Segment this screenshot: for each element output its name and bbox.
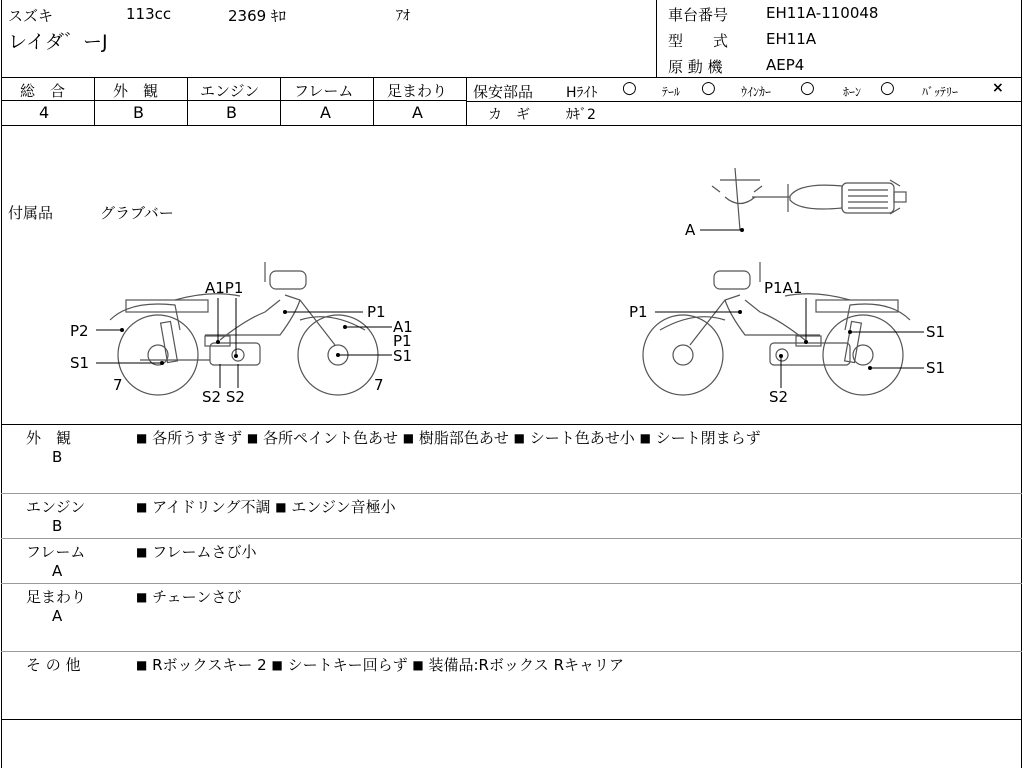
- frame-no-label: 車台番号: [668, 6, 729, 24]
- bullet-icon: ■: [246, 431, 259, 445]
- bullet-icon: ■: [275, 500, 287, 514]
- right-label-P1A1: P1A1: [764, 279, 803, 297]
- grade-suspension: A: [412, 103, 423, 122]
- right-label-S1a: S1: [926, 323, 946, 341]
- right-label-S2: S2: [769, 388, 789, 406]
- right-label-P1: P1: [629, 303, 648, 321]
- notes-items: [136, 427, 761, 448]
- left-label-P1b: P1: [393, 332, 412, 350]
- safety-tail-mark: ○: [701, 78, 716, 98]
- safety-tail: ﾃｰﾙ: [662, 85, 681, 99]
- safety-headlight: Hﾗｲﾄ: [566, 85, 598, 101]
- bullet-icon: ■: [136, 545, 148, 559]
- bullet-icon: ■: [271, 658, 283, 672]
- grade-suspension-label: 足まわり: [387, 82, 448, 100]
- left-label-S1b: S1: [393, 347, 413, 365]
- note-item: 各所うすきず: [147, 429, 247, 447]
- grade-exterior-label: 外 観: [113, 82, 159, 100]
- bullet-icon: ■: [513, 431, 526, 445]
- notes-grade: B: [52, 517, 63, 535]
- type-value: EH11A: [766, 30, 817, 48]
- accessories-label: 付属品: [8, 204, 54, 222]
- note-item: 装備品:Rボックス Rキャリア: [423, 656, 624, 674]
- left-label-P1: P1: [367, 303, 386, 321]
- safety-headlight-mark: ○: [622, 78, 637, 98]
- key-value: ｶｷﾞ2: [566, 107, 596, 123]
- mileage: 2369 ｷﾛ: [228, 7, 286, 25]
- notes-items: [136, 496, 396, 517]
- note-item: シート閉まらず: [650, 429, 761, 447]
- notes-title: エンジン: [26, 498, 86, 516]
- safety-battery-mark: ×: [992, 80, 1004, 96]
- safety-horn: ﾎｰﾝ: [843, 85, 862, 99]
- safety-label: 保安部品: [473, 83, 534, 101]
- notes-title: 外 観: [26, 429, 72, 447]
- grade-total: 4: [39, 103, 50, 122]
- key-label: カ ギ: [488, 107, 530, 123]
- note-item: アイドリング不調: [147, 498, 276, 516]
- note-item: チェーンさび: [147, 588, 242, 606]
- left-label-S1: S1: [70, 354, 90, 372]
- note-item: Rボックスキー 2: [147, 656, 272, 674]
- safety-battery: ﾊﾞｯﾃﾘｰ: [922, 85, 959, 99]
- notes-title: 足まわり: [26, 588, 87, 606]
- notes-grade: A: [52, 562, 63, 580]
- left-label-7b: 7: [374, 376, 384, 394]
- safety-horn-mark: ○: [880, 78, 895, 98]
- notes-items: [136, 654, 624, 675]
- bullet-icon: ■: [412, 658, 424, 672]
- grade-engine-label: エンジン: [200, 82, 260, 100]
- note-item: フレームさび小: [147, 543, 257, 561]
- top-view-label-A: A: [685, 221, 696, 239]
- accessories-value: グラブバー: [100, 204, 174, 222]
- safety-winker: ｳｲﾝｶｰ: [741, 85, 772, 99]
- note-item: シートキー回らず: [282, 656, 413, 674]
- note-item: シート色あせ小: [525, 429, 640, 447]
- grade-exterior: B: [133, 103, 144, 122]
- bullet-icon: ■: [136, 658, 148, 672]
- grade-total-label: 総 合: [20, 82, 66, 100]
- right-label-S1b: S1: [926, 359, 946, 377]
- maker: スズキ: [8, 7, 54, 25]
- note-item: エンジン音極小: [286, 498, 396, 516]
- frame-no: EH11A-110048: [766, 4, 879, 22]
- engine-value: AEP4: [766, 56, 805, 74]
- model-name: レイダ゛ーJ: [8, 31, 108, 53]
- color: ｱｵ: [396, 8, 410, 24]
- left-label-7a: 7: [113, 376, 123, 394]
- grade-frame: A: [320, 103, 331, 122]
- bullet-icon: ■: [136, 431, 148, 445]
- engine-label: 原 動 機: [668, 58, 723, 76]
- notes-items: [136, 586, 241, 607]
- displacement: 113cc: [126, 5, 172, 23]
- note-item: 樹脂部色あせ: [414, 429, 514, 447]
- notes-title: そ の 他: [26, 656, 81, 674]
- notes-title: フレーム: [26, 543, 86, 561]
- note-item: 各所ペイント色あせ: [258, 429, 403, 447]
- grade-engine: B: [226, 103, 237, 122]
- left-label-A1P1: A1P1: [205, 279, 244, 297]
- type-label: 型 式: [668, 32, 729, 50]
- left-label-A1: A1: [393, 318, 413, 336]
- grade-frame-label: フレーム: [294, 82, 354, 100]
- notes-items: [136, 541, 257, 562]
- safety-winker-mark: ○: [800, 78, 815, 98]
- notes-grade: A: [52, 607, 63, 625]
- bullet-icon: ■: [402, 431, 415, 445]
- bullet-icon: ■: [136, 590, 148, 604]
- bullet-icon: ■: [639, 431, 651, 445]
- notes-grade: B: [52, 448, 63, 466]
- left-label-S2S2: S2 S2: [202, 388, 245, 406]
- bullet-icon: ■: [136, 500, 148, 514]
- left-label-P2: P2: [70, 322, 89, 340]
